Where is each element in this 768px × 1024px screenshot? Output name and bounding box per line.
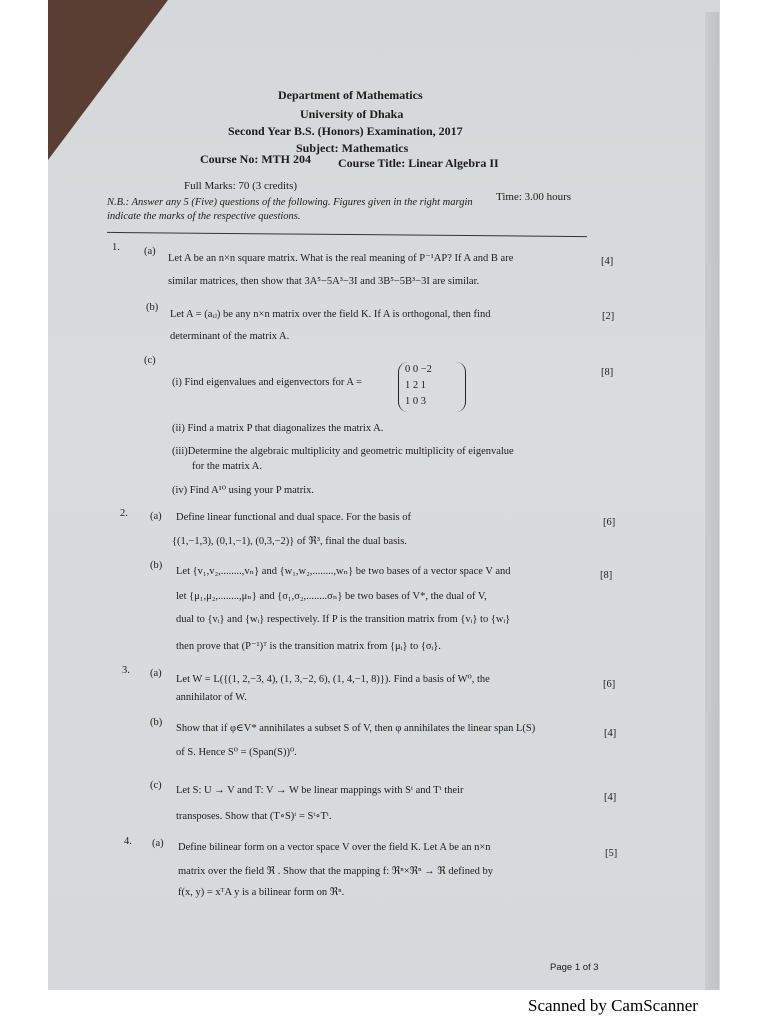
university-title: University of Dhaka <box>300 107 404 121</box>
q3-number: 3. <box>122 665 130 676</box>
page-number: Page 1 of 3 <box>550 962 599 973</box>
q1a-text-line2: similar matrices, then show that 3A⁵−5A³−3I and 3B⁵−5B³−3I are similar. <box>168 276 480 287</box>
q2a-text-line1: Define linear functional and dual space. For the basis of <box>176 512 412 523</box>
course-number: Course No: MTH 204 <box>200 152 311 166</box>
subject-title: Subject: Mathematics <box>296 141 409 155</box>
q3a-text-line2: annihilator of W. <box>176 692 247 703</box>
q2b-label: (b) <box>150 560 163 571</box>
q4a-label: (a) <box>152 838 164 849</box>
q1a-marks: [4] <box>601 256 614 267</box>
matrix-row-2: 1 2 1 <box>405 380 426 391</box>
matrix-row-1: 0 0 −2 <box>405 364 432 375</box>
exam-title: Second Year B.S. (Honors) Examination, 2017 <box>228 124 463 138</box>
camscanner-watermark: Scanned by CamScanner <box>528 996 698 1015</box>
q1c-part-ii: (ii) Find a matrix P that diagonalizes the matrix A. <box>172 423 384 434</box>
q2b-text-line1: Let {v₁,v₂,........,vₙ} and {w₁,w₂,........,wₙ} be two bases of a vector space V and <box>176 566 511 577</box>
eigen-matrix <box>398 362 466 412</box>
q1c-marks: [8] <box>601 367 614 378</box>
q2b-text-line3: dual to {vᵢ} and {wᵢ} respectively. If P is the transition matrix from {vᵢ} to {wᵢ} <box>176 614 511 625</box>
q2-number: 2. <box>120 508 128 519</box>
q4-number: 4. <box>124 836 132 847</box>
q2b-text-line4: then prove that (P⁻¹)ᵀ is the transition matrix from {μᵢ} to {σᵢ}. <box>176 641 441 652</box>
q2a-label: (a) <box>150 511 162 522</box>
q1b-marks: [2] <box>602 311 615 322</box>
q1c-part-iii-line1: (iii)Determine the algebraic multiplicity and geometric multiplicity of eigenvalue <box>172 446 514 457</box>
q1b-label: (b) <box>146 302 159 313</box>
q3c-text-line2: transposes. Show that (T∘S)ᵗ = Sᵗ∘Tᵗ. <box>176 811 332 822</box>
q1c-label: (c) <box>144 355 156 366</box>
q2b-marks: [8] <box>600 570 613 581</box>
q1a-label: (a) <box>144 246 156 257</box>
q3b-label: (b) <box>150 717 163 728</box>
q3a-text-line1: Let W = L({(1, 2,−3, 4), (1, 3,−2, 6), (1, 4,−1, 8)}). Find a basis of W⁰, the <box>176 674 490 685</box>
q1c-part-iv: (iv) Find A¹⁰ using your P matrix. <box>172 485 315 496</box>
q3b-marks: [4] <box>604 728 617 739</box>
q1a-text-line1: Let A be an n×n square matrix. What is the real meaning of P⁻¹AP? If A and B are <box>168 253 514 264</box>
q3a-marks: [6] <box>603 679 616 690</box>
exam-time: Time: 3.00 hours <box>496 191 572 203</box>
department-title: Department of Mathematics <box>278 88 423 102</box>
q1b-text-line1: Let A = (aᵢⱼ) be any n×n matrix over the field K. If A is orthogonal, then find <box>170 309 491 320</box>
q3b-text-line2: of S. Hence S⁰ = (Span(S))⁰. <box>176 747 297 758</box>
q2a-text-line2: {(1,−1,3), (0,1,−1), (0,3,−2)} of ℜ³, final the dual basis. <box>172 536 407 547</box>
q2a-marks: [6] <box>603 517 616 528</box>
q1c-part-i: (i) Find eigenvalues and eigenvectors for A = <box>172 377 362 388</box>
full-marks: Full Marks: 70 (3 credits) <box>184 180 298 192</box>
q3b-text-line1: Show that if φ∈V* annihilates a subset S of V, then φ annihilates the linear span L(S) <box>176 723 536 734</box>
q4a-text-line3: f(x, y) = xᵀA y is a bilinear form on ℜⁿ. <box>178 887 345 898</box>
q4a-marks: [5] <box>605 848 618 859</box>
q1b-text-line2: determinant of the matrix A. <box>170 331 290 342</box>
course-title: Course Title: Linear Algebra II <box>338 156 499 170</box>
q3c-label: (c) <box>150 780 162 791</box>
nb-instructions-line2: indicate the marks of the respective questions. <box>107 211 301 222</box>
nb-instructions-line1: N.B.: Answer any 5 (Five) questions of the following. Figures given in the right margin <box>107 197 473 208</box>
q2b-text-line2: let {μ₁,μ₂,........,μₙ} and {σ₁,σ₂,........σₙ} be two bases of V*, the dual of V, <box>176 591 487 602</box>
paper-edge <box>705 12 719 990</box>
q1c-part-iii-line2: for the matrix A. <box>192 461 262 472</box>
q1-number: 1. <box>112 242 120 253</box>
q3a-label: (a) <box>150 668 162 679</box>
q4a-text-line1: Define bilinear form on a vector space V over the field K. Let A be an n×n <box>178 842 491 853</box>
matrix-row-3: 1 0 3 <box>405 396 426 407</box>
q4a-text-line2: matrix over the field ℜ . Show that the mapping f: ℜⁿ×ℜⁿ → ℜ defined by <box>178 866 493 877</box>
q3c-marks: [4] <box>604 792 617 803</box>
q3c-text-line1: Let S: U → V and T: V → W be linear mappings with Sᵗ and Tᵗ their <box>176 785 464 796</box>
